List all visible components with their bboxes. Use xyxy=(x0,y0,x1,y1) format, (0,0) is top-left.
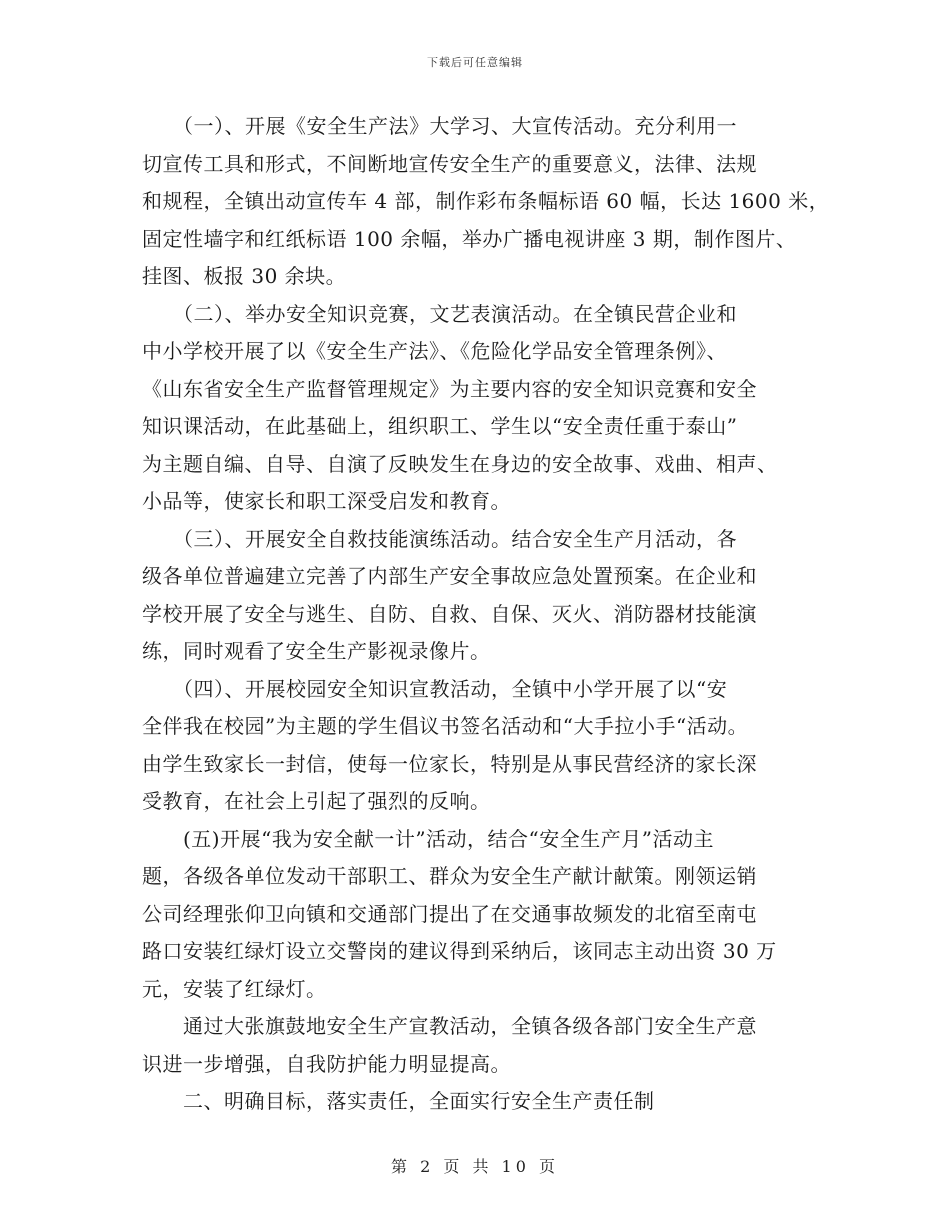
page-header-note: 下载后可任意编辑 xyxy=(427,56,523,69)
text-line: 固定性墙字和红纸标语 100 余幅，举办广播电视讲座 3 期，制作图片、 xyxy=(142,226,797,251)
text-line: 二、明确目标，落实责任，全面实行安全生产责任制 xyxy=(142,1089,655,1113)
text-line: （四）、开展校园安全知识宣教活动，全镇中小学开展了以“安 xyxy=(142,676,728,701)
text-line: 《山东省安全生产监督管理规定》为主要内容的安全知识竞赛和安全 xyxy=(142,376,757,401)
text-line: 挂图、板报 30 余块。 xyxy=(142,264,347,288)
text-line: 学校开展了安全与逃生、自防、自救、自保、灭火、消防器材技能演 xyxy=(142,601,757,626)
page-number: 第 2 页 共 10 页 xyxy=(391,1157,559,1176)
document-body xyxy=(142,108,830,1121)
text-line: 公司经理张仰卫向镇和交通部门提出了在交通事故频发的北宿至南屯 xyxy=(142,901,757,926)
text-line: （一）、开展《安全生产法》大学习、大宣传活动。充分利用一 xyxy=(142,114,737,138)
text-line: 识进一步增强，自我防护能力明显提高。 xyxy=(142,1051,511,1076)
paragraph-4 xyxy=(142,671,822,821)
text-line: 路口安装红绿灯设立交警岗的建议得到采纳后，该同志主动出资 30 万 xyxy=(142,939,777,963)
text-line: 全伴我在校园”为主题的学生倡议书签名活动和“大手拉小手“活动。 xyxy=(142,714,749,738)
paragraph-3 xyxy=(142,521,822,671)
text-line: 为主题自编、自导、自演了反映发生在身边的安全故事、戏曲、相声、 xyxy=(142,451,778,476)
text-line: 和规程，全镇出动宣传车 4 部，制作彩布条幅标语 60 幅，长达 1600 米， xyxy=(142,189,830,213)
paragraph-2 xyxy=(142,296,822,521)
text-line: 受教育，在社会上引起了强烈的反响。 xyxy=(142,789,491,813)
text-line: 通过大张旗鼓地安全生产宣教活动，全镇各级各部门安全生产意 xyxy=(142,1014,757,1038)
text-line: (五)开展“我为安全献一计”活动，结合“安全生产月”活动主 xyxy=(142,826,715,851)
text-line: 小品等，使家长和职工深受启发和教育。 xyxy=(142,489,511,513)
text-line: 练，同时观看了安全生产影视录像片。 xyxy=(142,639,491,663)
text-line: 级各单位普遍建立完善了内部生产安全事故应急处置预案。在企业和 xyxy=(142,564,757,588)
paragraph-6 xyxy=(142,1008,822,1083)
section-heading xyxy=(142,1083,822,1121)
text-line: 知识课活动，在此基础上，组织职工、学生以“安全责任重于泰山” xyxy=(142,414,738,438)
paragraph-5 xyxy=(142,821,822,1009)
text-line: 中小学校开展了以《安全生产法》、《危险化学品安全管理条例》、 xyxy=(142,339,727,363)
paragraph-1 xyxy=(142,108,830,296)
text-line: 切宣传工具和形式，不间断地宣传安全生产的重要意义，法律、法规 xyxy=(142,151,757,176)
text-line: 由学生致家长一封信，使每一位家长，特别是从事民营经济的家长深 xyxy=(142,751,757,776)
text-line: 元，安装了红绿灯。 xyxy=(142,976,327,1001)
text-line: （三）、开展安全自救技能演练活动。结合安全生产月活动，各 xyxy=(142,526,737,551)
text-line: （二）、举办安全知识竞赛，文艺表演活动。在全镇民营企业和 xyxy=(142,301,737,326)
text-line: 题，各级各单位发动干部职工、群众为安全生产献计献策。刚领运销 xyxy=(142,864,757,888)
